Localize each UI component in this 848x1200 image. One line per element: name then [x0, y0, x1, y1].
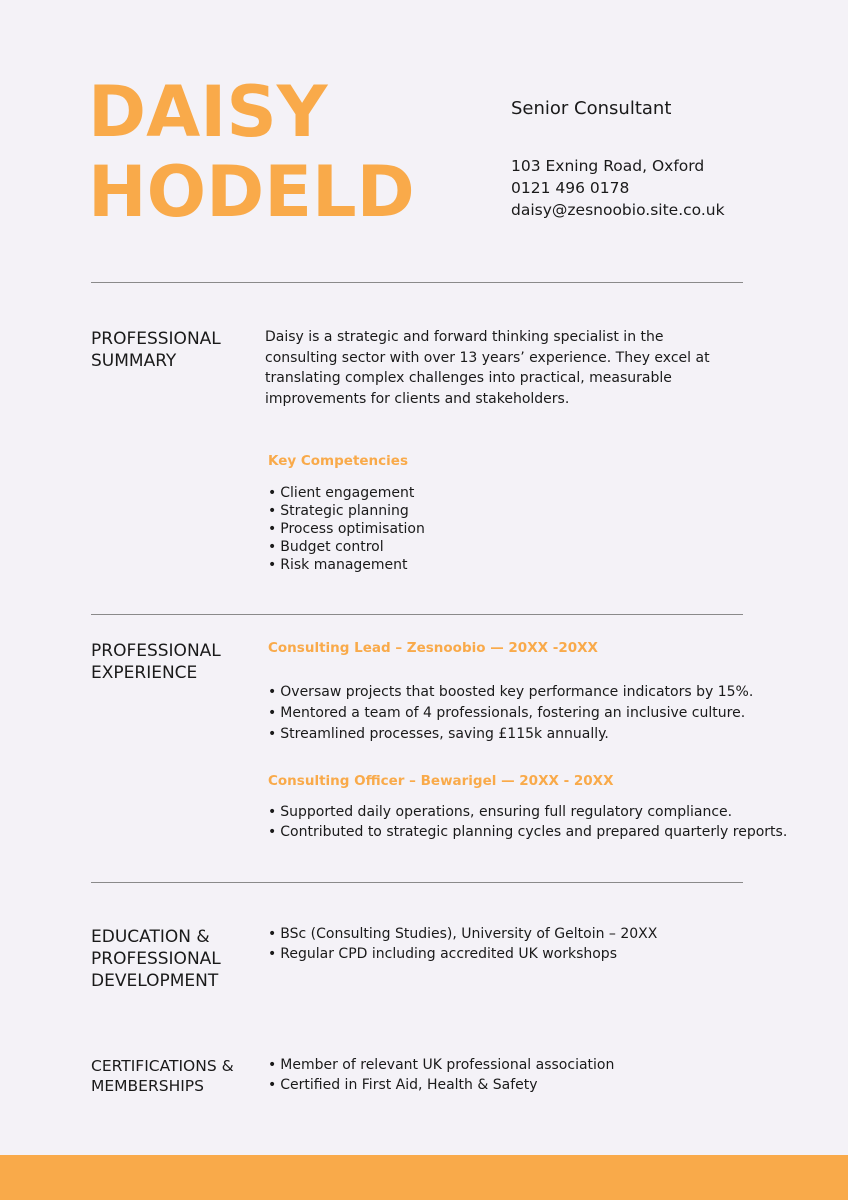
list-item: • Risk management	[268, 556, 425, 574]
certifications-list	[268, 1055, 614, 1095]
first-name: DAISY	[88, 71, 328, 153]
education-list	[268, 925, 657, 964]
list-item: • Certified in First Aid, Health & Safety	[268, 1075, 614, 1095]
list-item: • Supported daily operations, ensuring full regulatory compliance.	[268, 803, 787, 823]
summary-text: Daisy is a strategic and forward thinking specialist in the consulting sector with over 13 years’ experience. They excel at translating complex challenges into practical, measurable improvements for clients and stakeholders.	[265, 329, 710, 407]
summary-section-label: PROFESSIONAL SUMMARY	[91, 329, 221, 371]
footer-accent-bar	[0, 1155, 848, 1200]
list-item: • Member of relevant UK professional association	[268, 1055, 614, 1075]
list-item: • Regular CPD including accredited UK workshops	[268, 945, 657, 965]
list-item: • Streamlined processes, saving £115k annually.	[268, 724, 753, 745]
list-item: • Process optimisation	[268, 520, 425, 538]
list-item: • Budget control	[268, 538, 425, 556]
address: 103 Exning Road, Oxford	[511, 157, 705, 175]
job-heading: Consulting Lead – Zesnoobio — 20XX -20XX	[268, 640, 598, 656]
last-name: HODELD	[88, 151, 415, 233]
list-item: • Strategic planning	[268, 502, 425, 520]
contact-block	[511, 155, 725, 221]
list-item: • Oversaw projects that boosted key performance indicators by 15%.	[268, 682, 753, 703]
job-bullets	[268, 803, 787, 842]
list-item: • Mentored a team of 4 professionals, fostering an inclusive culture.	[268, 703, 753, 724]
list-item: • Client engagement	[268, 484, 425, 502]
list-item: • BSc (Consulting Studies), University of Geltoin – 20XX	[268, 925, 657, 945]
candidate-name	[88, 72, 415, 232]
job-title: Senior Consultant	[511, 98, 672, 119]
competencies-list	[268, 484, 425, 574]
list-item: • Contributed to strategic planning cycles and prepared quarterly reports.	[268, 823, 787, 843]
email: daisy@zesnoobio.site.co.uk	[511, 201, 725, 219]
job-bullets	[268, 682, 753, 745]
certifications-section-label: CERTIFICATIONS & MEMBERSHIPS	[91, 1057, 234, 1095]
phone: 0121 496 0178	[511, 179, 630, 197]
divider	[91, 282, 743, 283]
competencies-heading: Key Competencies	[268, 453, 408, 469]
job-heading: Consulting Officer – Bewarigel — 20XX - 20XX	[268, 773, 614, 789]
education-section-label: EDUCATION & PROFESSIONAL DEVELOPMENT	[91, 927, 221, 991]
experience-section-label: PROFESSIONAL EXPERIENCE	[91, 641, 221, 683]
divider	[91, 882, 743, 883]
divider	[91, 614, 743, 615]
